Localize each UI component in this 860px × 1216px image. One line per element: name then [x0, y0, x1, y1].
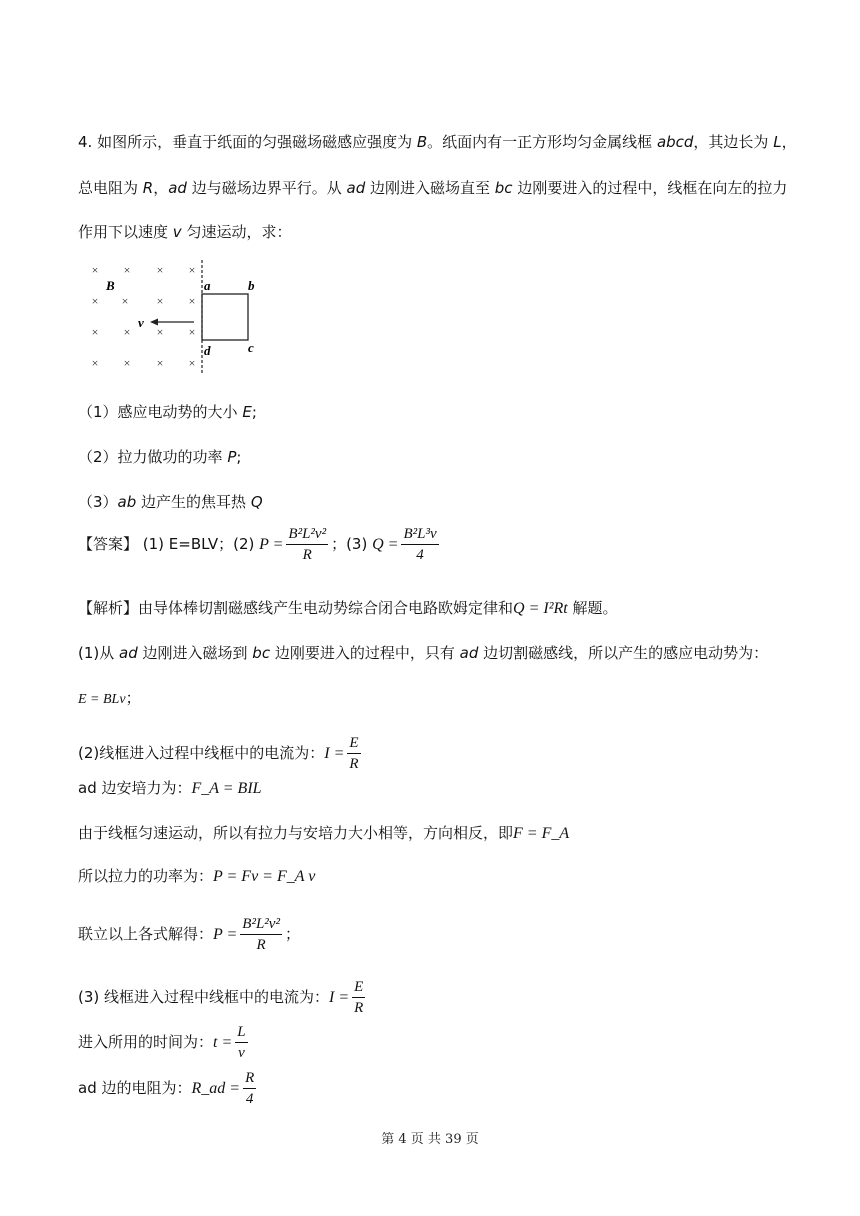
symbol-bc: bc [252, 644, 271, 662]
analysis-step-6 [78, 914, 300, 955]
problem-line-2 [78, 178, 787, 198]
analysis-text: ad 边安培力为： [78, 779, 192, 797]
field-cross: × [91, 263, 99, 277]
field-cross: × [123, 325, 131, 339]
analysis-text: 进入所用的时间为： [78, 1033, 214, 1051]
question-3 [78, 492, 263, 512]
analysis-step-5 [78, 866, 315, 887]
label-b: b [248, 278, 255, 293]
analysis-step-9 [78, 1068, 259, 1109]
problem-text: ， [153, 179, 169, 197]
analysis-label: 【解析】 [78, 599, 139, 617]
symbol-Q: Q [250, 493, 263, 511]
label-B: B [106, 278, 115, 293]
problem-text: 匀速运动，求： [181, 223, 292, 241]
question-text: （1）感应电动势的大小 [78, 403, 243, 421]
field-cross: × [123, 263, 131, 277]
analysis-text: ； [284, 925, 300, 943]
symbol-ad: ad [346, 179, 366, 197]
analysis-text: (3) 线框进入过程中线框中的电流为： [78, 988, 330, 1006]
field-cross: × [156, 325, 164, 339]
analysis-step-2 [78, 733, 364, 774]
fraction-numerator: R [243, 1068, 256, 1089]
fraction-numerator: B²L³v [401, 524, 438, 545]
problem-text: 4. 如图所示，垂直于纸面的匀强磁场磁感应强度为 [78, 133, 417, 151]
fraction-numerator: E [347, 733, 360, 754]
formula-power: P = Fv = F_A v [213, 868, 316, 885]
analysis-text: 由于线框匀速运动，所以有拉力与安培力大小相等，方向相反，即 [78, 824, 514, 842]
fraction-current [347, 733, 360, 774]
square-frame [202, 294, 248, 340]
answer-fraction-Q [401, 524, 438, 565]
fraction-denominator: R [302, 547, 312, 563]
answer-line [78, 524, 442, 565]
question-text: （2）拉力做功的功率 [78, 448, 228, 466]
page-footer: 第 4 页 共 39 页 [381, 1132, 479, 1147]
symbol-abcd: abcd [656, 133, 694, 151]
field-cross: × [91, 325, 99, 339]
analysis-text: 联立以上各式解得： [78, 925, 214, 943]
problem-text: 作用下以速度 [78, 223, 173, 241]
fraction-denominator: R [354, 1000, 364, 1016]
symbol-ad: ad [168, 179, 187, 197]
label-d: d [204, 343, 211, 358]
symbol-R: R [142, 179, 154, 197]
question-2 [78, 447, 241, 467]
field-cross: × [121, 294, 129, 308]
fraction-time [235, 1022, 247, 1063]
formula-joule: Q = I²Rt [513, 600, 568, 617]
analysis-emf [78, 688, 141, 710]
symbol-v: v [172, 223, 182, 241]
formula-current: I = [329, 989, 350, 1006]
analysis-text: 边切割磁感线，所以产生的感应电动势为： [478, 644, 769, 662]
answer-text: (1) E=BLV；(2) [138, 535, 260, 553]
field-cross: × [188, 294, 196, 308]
field-cross: × [123, 356, 131, 370]
field-cross: × [91, 294, 99, 308]
symbol-P: P [227, 448, 237, 466]
symbol-E: E [242, 403, 252, 421]
analysis-text: 由导体棒切割磁感线产生电动势综合闭合电路欧姆定律和 [138, 599, 514, 617]
problem-text: 边与磁场边界平行。从 [186, 179, 347, 197]
question-text: ; [251, 403, 257, 421]
analysis-text: 解题。 [567, 599, 618, 617]
magnetic-field-diagram [80, 258, 280, 378]
formula-resistance: R_ad = [191, 1080, 241, 1097]
problem-text: 。纸面内有一正方形均匀金属线框 [427, 133, 657, 151]
symbol-ad: ad [119, 644, 138, 662]
label-a: a [204, 278, 211, 293]
formula-time: t = [213, 1034, 233, 1051]
analysis-step-1 [78, 643, 768, 663]
problem-line-1 [78, 132, 797, 152]
fraction-denominator: v [238, 1045, 245, 1061]
fraction-denominator: 4 [245, 1091, 254, 1107]
answer-formula: P = [259, 536, 284, 553]
fraction-numerator: L [235, 1022, 247, 1043]
symbol-ab: ab [117, 493, 137, 511]
analysis-text: 边刚进入磁场到 [137, 644, 253, 662]
answer-label: 【答案】 [78, 535, 139, 553]
analysis-text: (1)从 [78, 644, 120, 662]
answer-formula: Q = [372, 536, 399, 553]
analysis-step-7 [78, 977, 368, 1018]
analysis-text: (2)线框进入过程中线框中的电流为： [78, 744, 325, 762]
fraction-numerator: B²L²v² [240, 914, 282, 935]
fraction-denominator: R [349, 756, 359, 772]
problem-text: ， [781, 133, 797, 151]
analysis-text: 边刚要进入的过程中，只有 [270, 644, 460, 662]
symbol-L: L [773, 133, 782, 151]
velocity-arrowhead [150, 319, 158, 326]
analysis-text: 所以拉力的功率为： [78, 867, 214, 885]
label-c: c [248, 340, 254, 355]
analysis-step-3 [78, 778, 262, 799]
field-cross: × [156, 356, 164, 370]
question-text: 边产生的焦耳热 [136, 493, 251, 511]
formula-power-result: P = [213, 926, 238, 943]
problem-line-3 [78, 222, 291, 242]
fraction-numerator: B²L²v² [286, 524, 328, 545]
fraction-denominator: 4 [416, 547, 424, 563]
formula-current: I = [324, 745, 345, 762]
analysis-intro [78, 598, 618, 619]
fraction-power [240, 914, 282, 955]
field-cross: × [188, 356, 196, 370]
problem-text: 边刚进入磁场直至 [365, 179, 495, 197]
analysis-text: ad 边的电阻为： [78, 1079, 192, 1097]
field-cross: × [91, 356, 99, 370]
fraction-numerator: E [352, 977, 365, 998]
formula-force-balance: F = F_A [513, 825, 570, 842]
question-1 [78, 402, 257, 422]
analysis-step-8 [78, 1022, 251, 1063]
formula-ampere-force: F_A = BIL [191, 780, 262, 797]
fraction-current [352, 977, 365, 1018]
symbol-B: B [416, 133, 428, 151]
fraction-resistance [243, 1068, 256, 1109]
problem-text: 边刚要进入的过程中，线框在向左的拉力 [512, 179, 788, 197]
answer-fraction-P [286, 524, 328, 565]
question-text: （3） [78, 493, 118, 511]
analysis-text: ； [125, 689, 141, 707]
problem-text: 总电阻为 [78, 179, 143, 197]
analysis-step-4 [78, 823, 569, 844]
label-v: v [138, 315, 144, 330]
field-cross: × [188, 325, 196, 339]
answer-text: ；(3) [331, 535, 373, 553]
field-cross: × [156, 294, 164, 308]
symbol-ad: ad [459, 644, 479, 662]
symbol-bc: bc [494, 179, 513, 197]
question-text: ; [236, 448, 242, 466]
fraction-denominator: R [256, 937, 266, 953]
problem-text: ，其边长为 [693, 133, 774, 151]
field-cross: × [156, 263, 164, 277]
formula-emf: E = BLv [78, 692, 126, 707]
field-cross: × [188, 263, 196, 277]
